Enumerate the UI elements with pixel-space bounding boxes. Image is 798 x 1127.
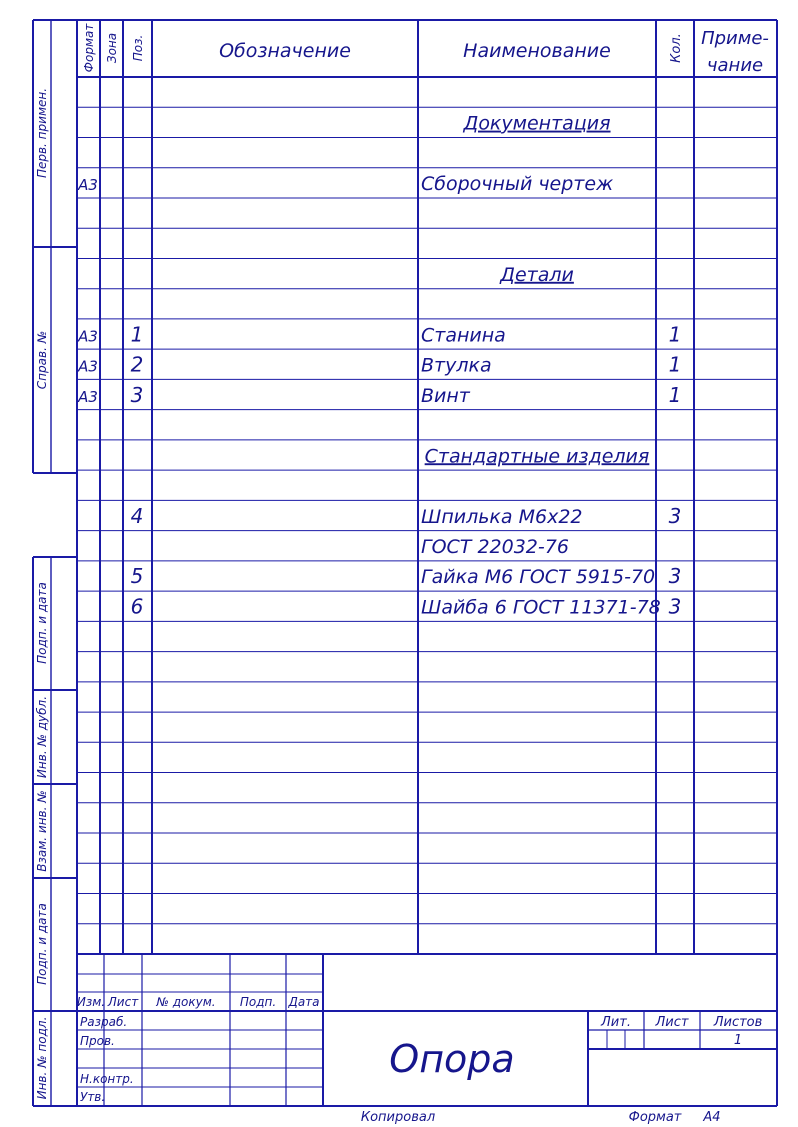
row-pos: 1 [130,322,144,347]
row-name: Станина [421,324,506,347]
side-label-inv-dubl: Инв. № дубл. [35,695,49,779]
row-pos: 4 [130,503,144,528]
title-n-kontr: Н.контр. [80,1072,134,1086]
row-qty: 3 [668,594,682,619]
title-lit: Лит. [601,1015,631,1030]
row-name: Втулка [421,354,492,377]
title-listov: Листов [713,1015,763,1030]
footer-format-label: Формат [628,1110,682,1125]
row-pos: 5 [130,564,144,589]
side-label-inv-podl: Инв. № подл. [35,1016,49,1100]
row-name: Сборочный чертеж [421,173,614,196]
section-heading: Документация [463,112,611,135]
document-title: Опора [389,1037,515,1081]
side-label-podp-data: Подп. и дата [35,582,49,664]
header-note: Приме- [701,28,769,49]
row-qty: 1 [668,352,682,377]
header-designation: Обозначение [219,40,351,62]
row-name: Шпилька М6х22 [421,505,583,528]
row-name: ГОСТ 22032-76 [421,535,569,558]
row-name: Гайка М6 ГОСТ 5915-70 [421,566,656,589]
footer-kopiroval: Копировал [360,1110,436,1125]
title-listov-value: 1 [733,1033,743,1048]
title-prov: Пров. [80,1034,115,1048]
header-qty: Кол. [669,33,684,63]
title-list: Лист [107,995,139,1009]
row-qty: 3 [668,564,682,589]
title-dokum: № докум. [156,995,216,1009]
header-zone: Зона [105,32,119,64]
header-pos: Поз. [131,34,145,62]
header-name: Наименование [463,40,611,62]
header-note: чание [706,55,764,76]
row-name: Винт [421,384,470,407]
header-format: Формат [82,23,96,73]
side-label-perv-primen: Перв. примен. [35,87,49,179]
row-qty: 3 [668,503,682,528]
row-format: А3 [78,387,98,406]
row-pos: 3 [130,382,144,407]
row-qty: 1 [668,382,682,407]
title-utv: Утв. [80,1090,106,1104]
row-format: А3 [78,327,98,346]
title-izm: Изм. [76,995,106,1009]
title-list-col: Лист [655,1015,689,1030]
side-label-podp-data: Подп. и дата [35,903,49,985]
side-label-sprav: Справ. № [35,330,49,390]
title-data: Дата [288,995,320,1009]
title-razrab: Разраб. [80,1015,128,1029]
row-pos: 2 [130,352,144,377]
row-format: А3 [78,357,98,376]
row-name: Шайба 6 ГОСТ 11371-78 [421,596,661,619]
title-podp: Подп. [239,995,277,1009]
section-heading: Стандартные изделия [424,445,650,468]
footer-format-value: А4 [703,1110,721,1125]
side-label-vzam-inv: Взам. инв. № [35,790,49,872]
row-format: А3 [78,176,98,195]
row-qty: 1 [668,322,682,347]
section-heading: Детали [500,263,574,286]
row-pos: 6 [130,594,144,619]
